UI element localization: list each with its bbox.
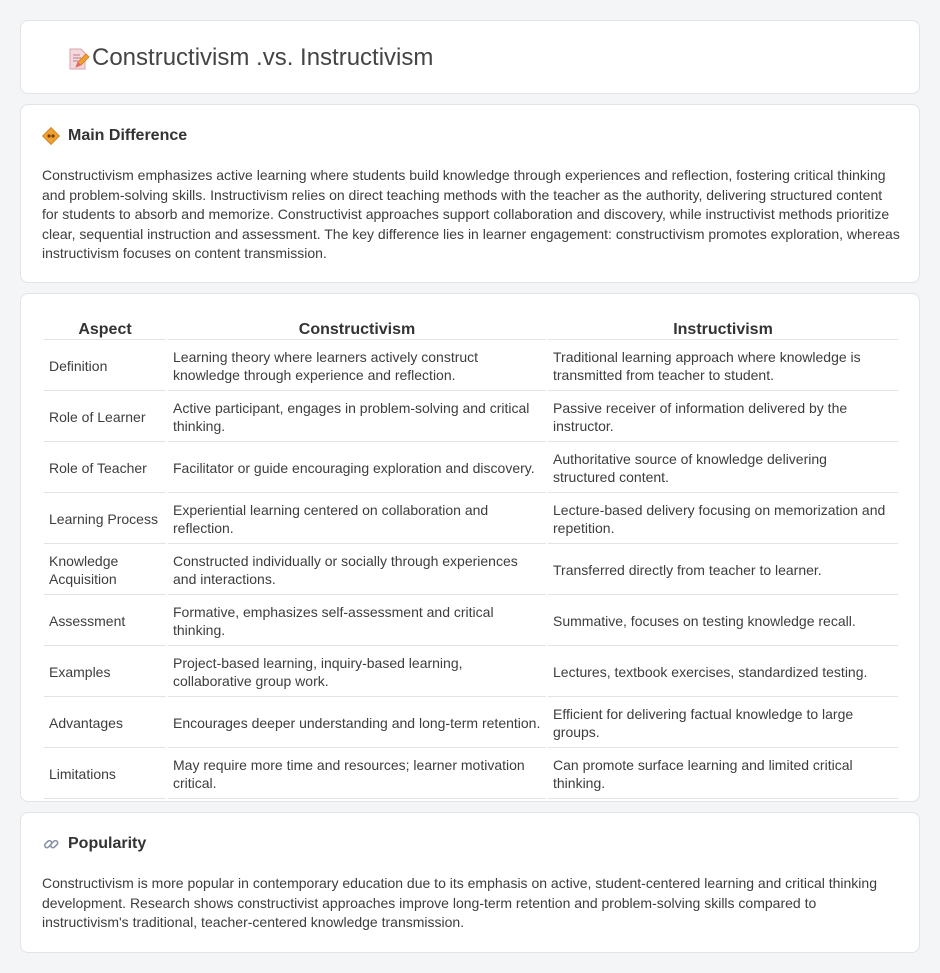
row-constructivism: Project-based learning, inquiry-based learning, collaborative group work. (168, 648, 546, 697)
document-pencil-icon (66, 47, 90, 71)
comparison-card (20, 293, 920, 802)
row-aspect: Examples (44, 648, 166, 697)
row-aspect: Definition (44, 342, 166, 391)
popularity-card (20, 812, 920, 953)
row-constructivism: Facilitator or guide encouraging exploration and discovery. (168, 444, 546, 493)
row-instructivism: Can promote surface learning and limited critical thinking. (548, 750, 898, 799)
main-difference-text: Constructivism emphasizes active learning where students build knowledge through experiences and reflection, fostering critical thinking and problem-solving skills. Instructivism relies on direct teaching methods with the teacher as the authority, delivering structured content for students to absorb and memorize. Constructivist approaches support collaboration and discovery, while instructivist methods prioritize clear, sequential instruction and assessment. The key difference lies in learner engagement: constructivism promotes exploration, whereas instructivism focuses on content transmission. (42, 167, 900, 261)
row-aspect: Assessment (44, 597, 166, 646)
header-card (20, 20, 920, 94)
row-constructivism: Learning theory where learners actively construct knowledge through experience and reflection. (168, 342, 546, 391)
header-aspect: Aspect (44, 318, 166, 340)
row-instructivism: Lectures, textbook exercises, standardized testing. (548, 648, 898, 697)
row-aspect: Knowledge Acquisition (44, 546, 166, 595)
comparison-table (42, 316, 900, 801)
row-instructivism: Transferred directly from teacher to learner. (548, 546, 898, 595)
row-aspect: Learning Process (44, 495, 166, 544)
row-aspect: Advantages (44, 699, 166, 748)
link-icon (42, 835, 60, 853)
row-instructivism: Traditional learning approach where knowledge is transmitted from teacher to student. (548, 342, 898, 391)
table-row (44, 342, 898, 391)
row-constructivism: Constructed individually or socially through experiences and interactions. (168, 546, 546, 595)
popularity-title: Popularity (68, 835, 147, 852)
header-constructivism: Constructivism (168, 318, 546, 340)
row-instructivism: Authoritative source of knowledge delivering structured content. (548, 444, 898, 493)
row-constructivism: Encourages deeper understanding and long-term retention. (168, 699, 546, 748)
table-row (44, 597, 898, 646)
row-aspect: Role of Teacher (44, 444, 166, 493)
table-row (44, 393, 898, 442)
diamond-sign-icon (42, 127, 60, 145)
row-instructivism: Summative, focuses on testing knowledge recall. (548, 597, 898, 646)
row-instructivism: Passive receiver of information delivered by the instructor. (548, 393, 898, 442)
row-constructivism: May require more time and resources; learner motivation critical. (168, 750, 546, 799)
table-header-row (44, 318, 898, 340)
table-row (44, 648, 898, 697)
table-row (44, 546, 898, 595)
main-difference-card (20, 104, 920, 283)
row-instructivism: Efficient for delivering factual knowledge to large groups. (548, 699, 898, 748)
row-constructivism: Active participant, engages in problem-solving and critical thinking. (168, 393, 546, 442)
popularity-heading (42, 835, 146, 853)
table-row (44, 444, 898, 493)
row-instructivism: Lecture-based delivery focusing on memorization and repetition. (548, 495, 898, 544)
row-aspect: Role of Learner (44, 393, 166, 442)
page-title: Constructivism .vs. Instructivism (92, 44, 434, 71)
header-instructivism: Instructivism (548, 318, 898, 340)
main-difference-title: Main Difference (68, 127, 188, 144)
row-aspect: Limitations (44, 750, 166, 799)
main-difference-heading (42, 127, 187, 145)
table-row (44, 750, 898, 799)
table-row (44, 699, 898, 748)
row-constructivism: Experiential learning centered on collaboration and reflection. (168, 495, 546, 544)
row-constructivism: Formative, emphasizes self-assessment and critical thinking. (168, 597, 546, 646)
table-row (44, 495, 898, 544)
popularity-text: Constructivism is more popular in contemporary education due to its emphasis on active, student-centered learning and critical thinking development. Research shows constructivist approaches improve long-term retention and problem-solving skills compared to instructivism's traditional, teacher-centered knowledge transmission. (42, 875, 877, 930)
